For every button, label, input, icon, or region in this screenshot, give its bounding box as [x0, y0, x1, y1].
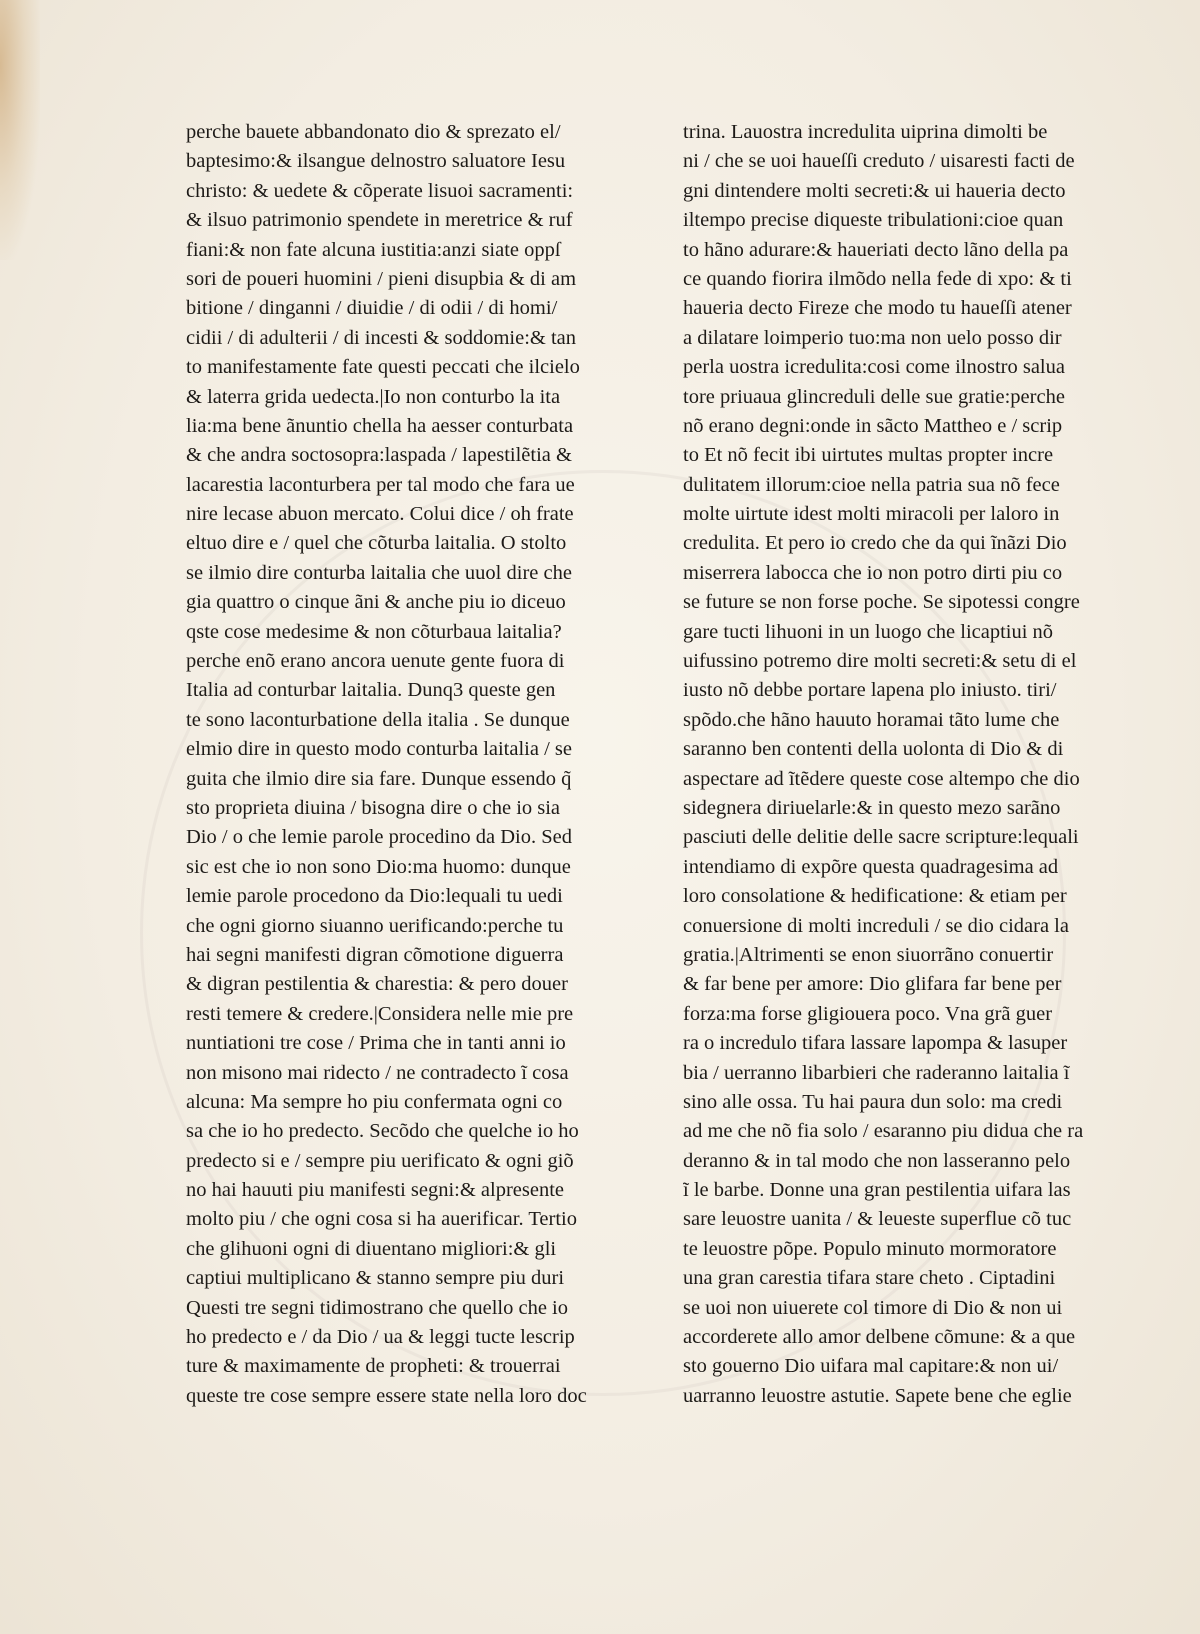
left-column-line: captiui multiplicano & stanno sempre piu duri [186, 1267, 565, 1290]
left-column-line: & laterra grida uedecta.|Io non conturbo la ita [186, 385, 561, 408]
right-column-line: aspectare ad ĩtẽdere queste cose altempo che dio [683, 767, 1080, 790]
right-column-line: ra o incredulo tifara lassare lapompa & lasuper [683, 1032, 1068, 1055]
left-column-line: predecto si e / sempre piu uerificato & ogni giõ [186, 1149, 574, 1172]
left-column-line: & che andra soctosopra:laspada / lapestilẽtia & [186, 444, 572, 467]
right-column-line: loro consolatione & hedificatione: & etiam per [683, 885, 1067, 908]
right-column-line: saranno ben contenti della uolonta di Dio & di [683, 738, 1064, 761]
right-column-line: a dilatare loimperio tuo:ma non uelo posso dir [683, 326, 1062, 349]
right-column-line: uifussino potremo dire molti secreti:& setu di el [683, 650, 1077, 673]
left-column-line: sto proprieta diuina / bisogna dire o che io sia [186, 796, 561, 819]
right-column-line: sare leuostre uanita / & leueste superflue cõ tuc [683, 1208, 1072, 1231]
left-column-line: Dio / o che lemie parole procedino da Dio. Sed [186, 826, 572, 849]
left-column-line: no hai hauuti piu manifesti segni:& alpresente [186, 1179, 565, 1202]
left-column-line: to manifestamente fate questi peccati che ilcielo [186, 356, 580, 379]
right-column-line: ni / che se uoi haueſſi creduto / uisaresti facti de [683, 150, 1075, 173]
right-column-line: intendiamo di expõre questa quadragesima ad [683, 855, 1059, 878]
left-column-line: che ogni giorno siuanno uerificando:perche tu [186, 914, 564, 937]
right-text-column [683, 118, 1143, 1411]
right-column-line: tore priuaua glincreduli delle sue gratie:perche [683, 385, 1065, 408]
left-column-line: qste cose medesime & non cõturbaua laitalia? [186, 620, 562, 643]
right-column-line: molte uirtute idest molti miracoli per laloro in [683, 503, 1060, 526]
left-column-line: molto piu / che ogni cosa si ha auerificar. Tertio [186, 1208, 577, 1231]
left-column-line: bitione / dinganni / diuidie / di odii / di homi/ [186, 297, 558, 320]
left-column-line: Italia ad conturbar laitalia. Dunq3 queste gen [186, 679, 556, 702]
left-column-line: guita che ilmio dire sia fare. Dunque essendo q̃ [186, 767, 572, 790]
right-column-line: gni dintendere molti secreti:& ui haueria decto [683, 179, 1066, 202]
left-column-line: te sono laconturbatione della italia . Se dunque [186, 708, 570, 731]
left-column-line: cidii / di adulterii / di incesti & soddomie:& tan [186, 326, 577, 349]
right-column-line: ad me che nõ fia solo / esaranno piu didua che ra [683, 1120, 1084, 1143]
right-column-line: se uoi non uiuerete col timore di Dio & non ui [683, 1296, 1063, 1319]
left-column-line: non misono mai ridecto / ne contradecto ĩ cosa [186, 1061, 569, 1084]
left-column-line: perche enõ erano ancora uenute gente fuora di [186, 650, 565, 673]
left-column-line: che glihuoni ogni di diuentano migliori:& gli [186, 1237, 557, 1260]
left-column-line: sori de poueri huomini / pieni disupbia & di am [186, 267, 577, 290]
left-column-line: baptesimo:& ilsangue delnostro saluatore Iesu [186, 150, 566, 173]
right-column-line: spõdo.che hãno hauuto horamai tãto lume che [683, 708, 1060, 731]
right-column-line: ce quando fiorira ilmõdo nella fede di xpo: & ti [683, 267, 1072, 290]
right-column-line: te leuostre põpe. Populo minuto mormoratore [683, 1237, 1057, 1260]
right-column-line: forza:ma forse gligiouera poco. Vna grã guer [683, 1002, 1053, 1025]
right-column-line: gratia.|Altrimenti se enon siuorrãno conuertir [683, 943, 1054, 966]
left-column-line: gia quattro o cinque ãni & anche piu io diceuo [186, 591, 566, 614]
right-column-line: perla uostra icredulita:cosi come ilnostro salua [683, 356, 1065, 379]
left-column-line: lemie parole procedono da Dio:lequali tu uedi [186, 885, 563, 908]
right-column-line: sino alle ossa. Tu hai paura dun solo: ma credi [683, 1090, 1063, 1113]
left-column-line: Questi tre segni tidimostrano che quello che io [186, 1296, 569, 1319]
right-column-line: gare tucti lihuoni in un luogo che licaptiui nõ [683, 620, 1054, 643]
right-column-line: nõ erano degni:onde in sãcto Mattheo e / scrip [683, 414, 1063, 437]
left-column-line: sic est che io non sono Dio:ma huomo: dunque [186, 855, 571, 878]
left-column-line: fiani:& non fate alcuna iustitia:anzi siate oppſ [186, 238, 561, 261]
left-column-line: ho predecto e / da Dio / ua & leggi tucte lescrip [186, 1326, 575, 1349]
right-column-line: to Et nõ fecit ibi uirtutes multas propter incre [683, 444, 1054, 467]
left-column-line: queste tre cose sempre essere state nella loro doc [186, 1384, 587, 1407]
right-column-line: bia / uerranno libarbieri che raderanno laitalia ĩ [683, 1061, 1070, 1084]
right-column-line: accorderete allo amor delbene cõmune: & a que [683, 1326, 1076, 1349]
left-text-column [186, 118, 646, 1411]
left-column-line: nire lecase abuon mercato. Colui dice / oh frate [186, 503, 574, 526]
left-column-line: resti temere & credere.|Considera nelle mie pre [186, 1002, 574, 1025]
left-column-line: eltuo dire e / quel che cõturba laitalia. O stolto [186, 532, 567, 555]
left-column-line: perche bauete abbandonato dio & sprezato el/ [186, 121, 561, 143]
right-column-line: uarranno leuostre astutie. Sapete bene che eglie [683, 1384, 1072, 1407]
right-column-line: credulita. Et pero io credo che da qui ĩnãzi Dio [683, 532, 1067, 555]
right-column-line: conuersione di molti increduli / se dio cidara la [683, 914, 1069, 937]
left-column-line: sa che io ho predecto. Secõdo che quelche io ho [186, 1120, 579, 1143]
right-column-line: iusto nõ debbe portare lapena plo iniusto. tiri/ [683, 679, 1057, 702]
left-column-line: & digran pestilentia & charestia: & pero douer [186, 973, 568, 996]
left-column-line: & ilsuo patrimonio spendete in meretrice & ruf [186, 209, 573, 232]
left-column-line: lia:ma bene ãnuntio chella ha aesser conturbata [186, 414, 574, 437]
right-column-line: miserrera labocca che io non potro dirti piu co [683, 561, 1063, 584]
right-column-line: & far bene per amore: Dio glifara far bene per [683, 973, 1062, 996]
left-column-line: alcuna: Ma sempre ho piu confermata ogni co [186, 1090, 563, 1113]
left-column-line: ture & maximamente de propheti: & trouerrai [186, 1355, 561, 1378]
right-column-line: iltempo precise diqueste tribulationi:cioe quan [683, 209, 1064, 232]
left-column-line: hai segni manifesti digran cõmotione diguerra [186, 943, 564, 966]
right-column-line: ĩ le barbe. Donne una gran pestilentia uifara las [683, 1179, 1071, 1202]
right-column-line: sidegnera diriuelarle:& in questo mezo sarãno [683, 796, 1061, 819]
right-column-line: pasciuti delle delitie delle sacre scripture:lequali [683, 826, 1079, 849]
right-column-line: sto gouerno Dio uifara mal capitare:& non ui/ [683, 1355, 1059, 1378]
right-column-line: haueria decto Fireze che modo tu haueſſi atener [683, 297, 1072, 320]
right-column-line: se future se non forse poche. Se sipotessi congre [683, 591, 1080, 614]
left-column-line: christo: & uedete & cõperate lisuoi sacramenti: [186, 179, 574, 202]
paper-stain [0, 0, 40, 260]
left-column-line: se ilmio dire conturba laitalia che uuol dire che [186, 561, 572, 584]
right-column-line: deranno & in tal modo che non lasseranno pelo [683, 1149, 1071, 1172]
right-column-line: to hãno adurare:& haueriati decto lãno della pa [683, 238, 1069, 261]
right-column-line: trina. Lauostra incredulita uiprina dimolti be [683, 121, 1048, 143]
left-column-line: nuntiationi tre cose / Prima che in tanti anni io [186, 1032, 566, 1055]
right-column-line: dulitatem illorum:cioe nella patria sua nõ fece [683, 473, 1060, 496]
right-column-line: una gran carestia tifara stare cheto . Ciptadini [683, 1267, 1056, 1290]
left-column-line: elmio dire in questo modo conturba laitalia / se [186, 738, 572, 761]
left-column-line: lacarestia laconturbera per tal modo che fara ue [186, 473, 575, 496]
